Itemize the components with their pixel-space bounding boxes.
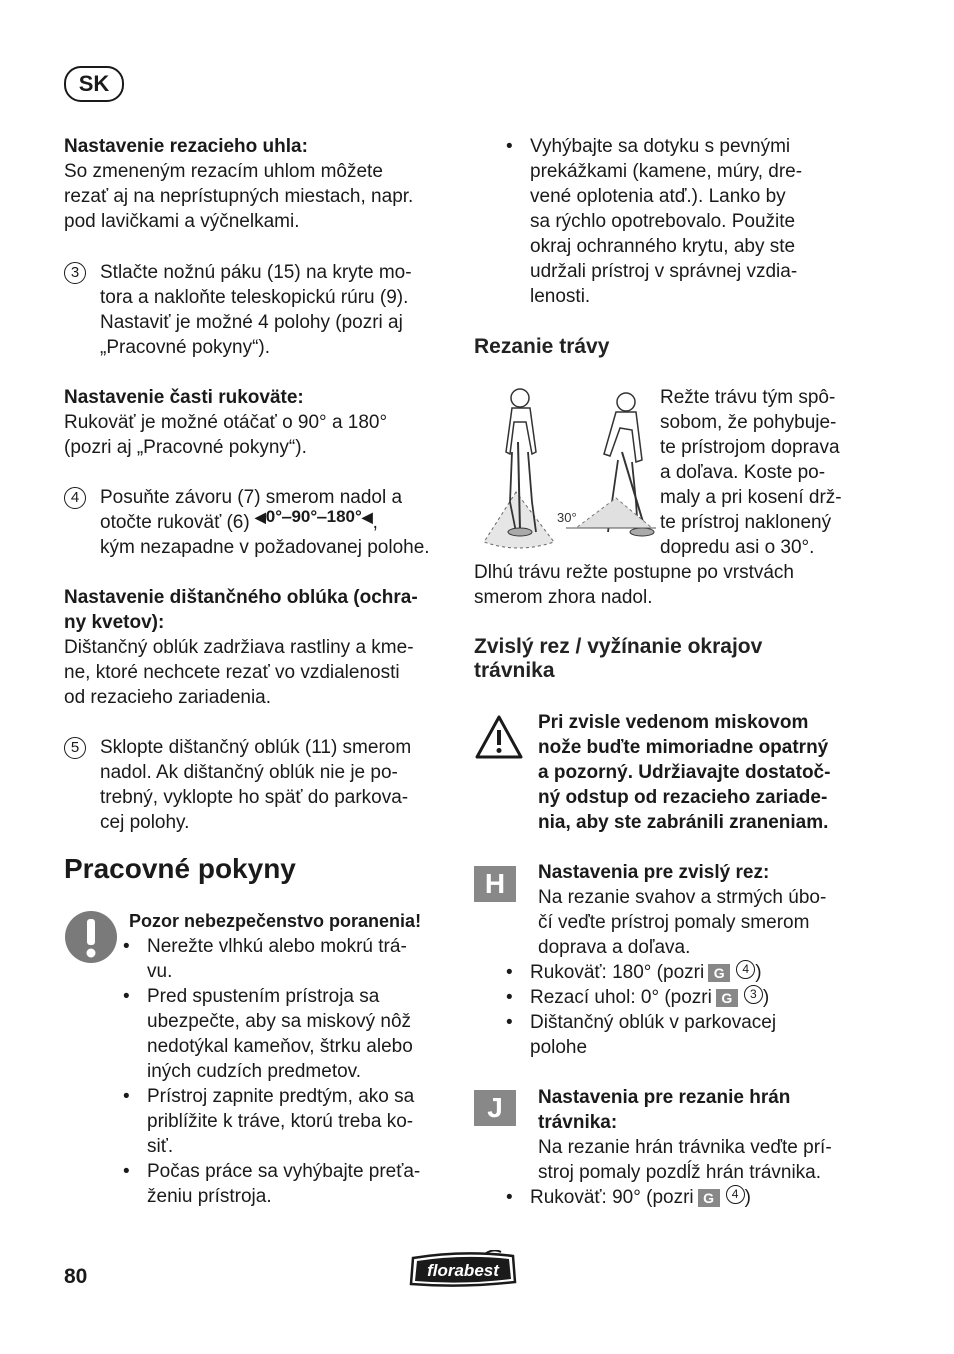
work-warning: [129, 909, 459, 1209]
page-number: 80: [64, 1265, 88, 1288]
step-number-3: 3: [64, 262, 86, 284]
warning-line: nia, aby ste zabránili zraneniam.: [538, 812, 829, 833]
step-3-line: „Pracovné pokyny“).: [100, 337, 271, 358]
bullet-line: • Dištančný oblúk v parkovacej: [530, 1012, 777, 1033]
angle-marker: [255, 508, 373, 526]
cut-angle-heading: Nastavenie rezacieho uhla:: [64, 136, 308, 157]
text-line: doprava a doľava.: [538, 937, 691, 958]
triangle-left-icon: ◀: [254, 509, 266, 525]
text-line: te prístrojom doprava: [660, 437, 840, 458]
bullet-line: udržali prístroj v správnej vzdia-: [530, 261, 798, 282]
bullet-line: iných cudzích predmetov.: [147, 1061, 362, 1082]
section-j-bullets: [502, 1185, 872, 1210]
text-line: Režte trávu tým spô-: [660, 387, 836, 408]
step-4-line: [100, 507, 430, 535]
bullet-line: • Počas práce sa vyhýbajte preťa-: [147, 1161, 421, 1182]
edge-heading-line: trávnika: [474, 659, 555, 682]
bullet-text: ): [744, 1187, 751, 1208]
grass-full-text: [474, 560, 864, 610]
bullet-line: • Prístroj zapnite predtým, ako sa: [147, 1086, 415, 1107]
guard-line: od rezacieho zariadenia.: [64, 687, 272, 708]
work-bullets: [119, 934, 459, 1209]
brand-text: florabest: [427, 1261, 499, 1280]
guard-heading: ny kvetov):: [64, 612, 165, 633]
bullet-text: Rukoväť: 180° (pozri: [530, 962, 705, 983]
guard-line: Dištančný oblúk zadržiava rastliny a kme-: [64, 637, 414, 658]
angle-label: 30°: [557, 510, 577, 525]
text-line: stroj pomaly pozdĺž hrán trávnika.: [538, 1162, 822, 1183]
cut-angle-line: pod lavičkami a výčnelkami.: [64, 211, 300, 232]
bullet-line: prekážkami (kamene, múry, dre-: [530, 161, 803, 182]
list-item: [119, 1159, 459, 1209]
edge-warning-text: [538, 710, 868, 835]
bullet-line: ubezpečte, aby sa miskový nôž: [147, 1011, 412, 1032]
step-number-4: 4: [64, 487, 86, 509]
work-instructions-title: Pracovné pokyny: [64, 853, 296, 884]
bullet-line: vené oplotenia atď.). Lanko by: [530, 186, 786, 207]
cut-angle-section: [64, 134, 448, 234]
section-j-heading: trávnika:: [538, 1112, 618, 1133]
text-line: maly a pri kosení drž-: [660, 487, 842, 508]
grass-cutting-heading: Rezanie trávy: [474, 335, 610, 358]
list-item: [502, 1185, 872, 1210]
step-5-line: Sklopte dištančný oblúk (11) smerom: [100, 737, 412, 758]
section-h-bullets: [502, 960, 872, 1060]
bullet-line: • Nerežte vlhkú alebo mokrú trá-: [147, 936, 407, 957]
list-item: [502, 134, 842, 309]
cut-angle-line: rezať aj na neprístupných miestach, napr.: [64, 186, 414, 207]
bullet-line: siť.: [147, 1136, 174, 1157]
step-3-line: tora a nakloňte teleskopickú rúru (9).: [100, 287, 409, 308]
text-line: Na rezanie svahov a strmých úbo-: [538, 887, 827, 908]
section-h-heading: Nastavenia pre zvislý rez:: [538, 862, 770, 883]
bullet-text: Rukoväť: 90° (pozri: [530, 1187, 694, 1208]
step-5-line: trebný, vyklopte ho späť do parkova-: [100, 787, 409, 808]
florabest-logo: [407, 1250, 519, 1288]
handle-section: [64, 385, 448, 460]
section-letter-j: J: [474, 1090, 516, 1126]
section-j: [538, 1085, 868, 1185]
section-h: [538, 860, 868, 960]
cut-angle-line: So zmeneným rezacím uhlom môžete: [64, 161, 383, 182]
section-letter-h: H: [474, 866, 516, 902]
text-line: te prístroj naklonený: [660, 512, 832, 533]
bullet-line: vu.: [147, 961, 173, 982]
list-item: [502, 985, 872, 1010]
warning-line: a pozorný. Udržiavajte dostatoč-: [538, 762, 831, 783]
list-item: [119, 984, 459, 1084]
bullet-line: sa rýchlo opotrebovalo. Použite: [530, 211, 796, 232]
handle-line: Rukoväť je možné otáčať o 90° a 180°: [64, 412, 388, 433]
list-item: [502, 960, 872, 985]
list-item: [119, 1084, 459, 1159]
right-top-bullets: [502, 134, 842, 309]
text-line: sobom, že pohybuje-: [660, 412, 837, 433]
text-line: Na rezanie hrán trávnika veďte prí-: [538, 1137, 832, 1158]
bullet-line: polohe: [530, 1037, 588, 1058]
edge-heading: [474, 635, 864, 683]
guard-section: [64, 585, 448, 710]
step-3-line: Nastaviť je možné 4 polohy (pozri aj: [100, 312, 403, 333]
bullet-line: • Pred spustením prístroja sa: [147, 986, 380, 1007]
warning-line: ný odstup od rezacieho zariade-: [538, 787, 828, 808]
bullet-text: ): [762, 987, 770, 1008]
text-line: dopredu asi o 30°.: [660, 537, 815, 558]
grass-side-text: [660, 385, 870, 560]
caution-triangle-icon: [474, 714, 524, 760]
grass-cutting-illustration: [476, 382, 658, 554]
bullet-line: priblížite k tráve, ktorú treba ko-: [147, 1111, 414, 1132]
handle-line: (pozri aj „Pracovné pokyny“).: [64, 437, 307, 458]
step-ref-number: 3: [744, 985, 763, 1004]
guard-line: ne, ktoré nechcete rezať vo vzdialenosti: [64, 662, 400, 683]
bullet-line: lenosti.: [530, 286, 591, 307]
step-number-5: 5: [64, 737, 86, 759]
warning-line: Pri zvisle vedenom miskovom: [538, 712, 809, 733]
triangle-right-icon: ◀: [361, 509, 373, 525]
handle-heading: Nastavenie časti rukoväte:: [64, 387, 304, 408]
language-badge: SK: [64, 66, 124, 102]
edge-heading-line: Zvislý rez / vyžínanie okrajov: [474, 635, 763, 658]
figure-ref-badge: G: [698, 1189, 720, 1207]
section-j-heading: Nastavenia pre rezanie hrán: [538, 1087, 791, 1108]
bullet-text: Rezací uhol: 0° (pozri: [530, 987, 712, 1008]
step-4-comma: ,: [372, 512, 378, 533]
bullet-line: ženiu prístroja.: [147, 1186, 272, 1207]
bullet-line: nedotýkal kameňov, štrku alebo: [147, 1036, 413, 1057]
step-4-line: kým nezapadne v požadovanej polohe.: [100, 537, 430, 558]
text-line: čí veďte prístroj pomaly smerom: [538, 912, 810, 933]
figure-ref-badge: G: [716, 989, 738, 1007]
step-4-line: Posuňte závoru (7) smerom nadol a: [100, 487, 403, 508]
work-warning-heading: Pozor nebezpečenstvo poranenia!: [129, 911, 422, 931]
text-line: Dlhú trávu režte postupne po vrstvách: [474, 562, 795, 583]
bullet-text: ): [755, 962, 762, 983]
list-item: [502, 1010, 872, 1060]
step-ref-number: 4: [736, 960, 755, 979]
step-3-line: Stlačte nožnú páku (15) na kryte mo-: [100, 262, 412, 283]
figure-ref-badge: G: [708, 964, 730, 982]
exclamation-warning-icon: [64, 910, 118, 964]
step-5-line: nadol. Ak dištančný oblúk nie je po-: [100, 762, 398, 783]
step-5-line: cej polohy.: [100, 812, 190, 833]
step-4-text: otočte rukoväť (6): [100, 512, 250, 533]
bullet-line: okraj ochranného krytu, aby ste: [530, 236, 796, 257]
bullet-line: • Vyhýbajte sa dotyku s pevnými: [530, 136, 791, 157]
guard-heading: Nastavenie dištančného oblúka (ochra-: [64, 587, 418, 608]
warning-line: nože buďte mimoriadne opatrný: [538, 737, 829, 758]
angle-marker-label: 0°‒90°‒180°: [265, 507, 362, 526]
text-line: smerom zhora nadol.: [474, 587, 653, 608]
text-line: a doľava. Koste po-: [660, 462, 826, 483]
list-item: [119, 934, 459, 984]
step-ref-number: 4: [726, 1185, 745, 1204]
